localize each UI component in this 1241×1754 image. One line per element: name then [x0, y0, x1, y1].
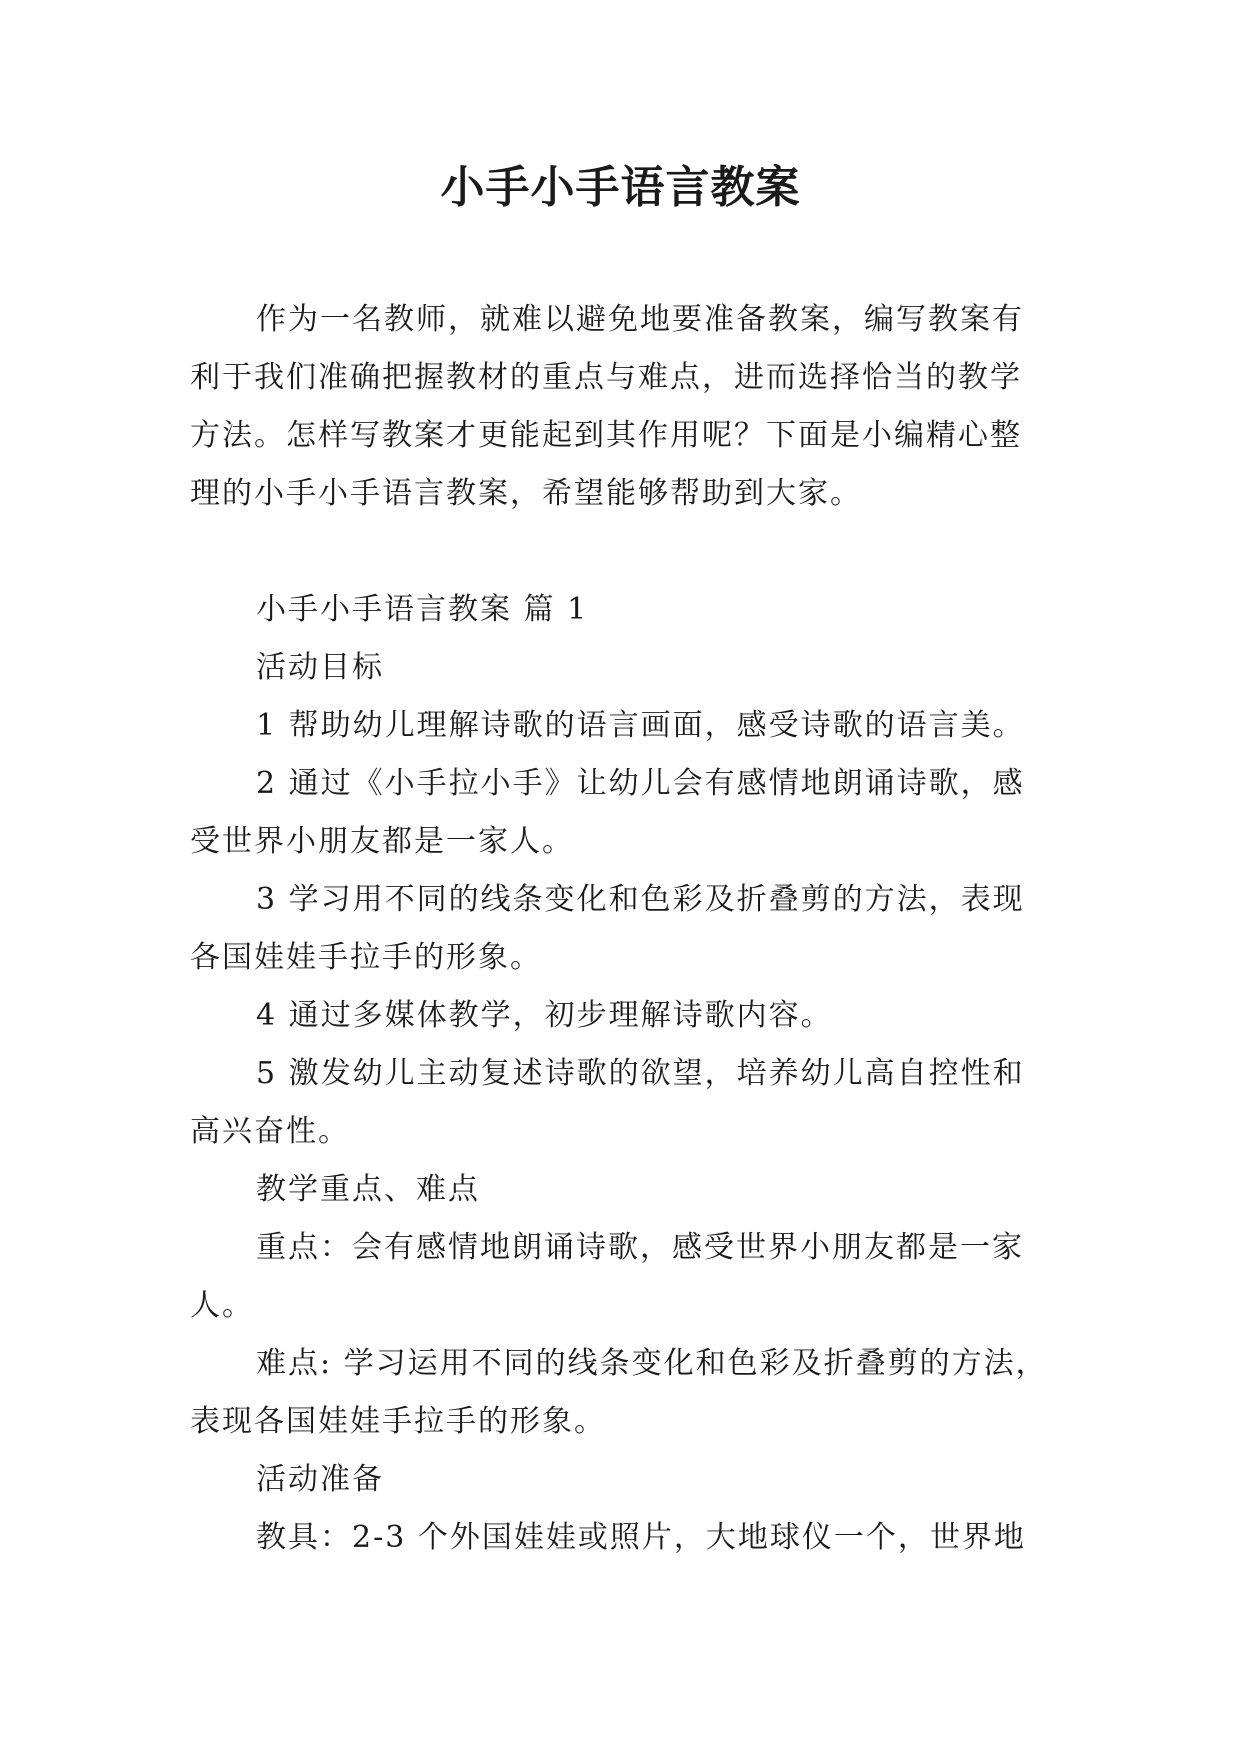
document-body	[190, 291, 1050, 1567]
key-point-continuation: 人。	[190, 1288, 254, 1323]
difficulty-item: 难点: 学习运用不同的线条变化和色彩及折叠剪的方法，	[256, 1346, 1048, 1381]
key-point-item: 重点：会有感情地朗诵诗歌，感受世界小朋友都是一家	[256, 1230, 1024, 1265]
intro-paragraph-line: 作为一名教师，就难以避免地要准备教案，编写教案有	[256, 302, 1024, 337]
goal-item: 3 学习用不同的线条变化和色彩及折叠剪的方法，表现	[256, 882, 1025, 917]
goal-item-continuation: 受世界小朋友都是一家人。	[190, 824, 574, 859]
subheading-activity-goals: 活动目标	[256, 650, 384, 685]
paragraph-spacer	[190, 523, 1050, 581]
difficulty-continuation: 表现各国娃娃手拉手的形象。	[190, 1404, 606, 1439]
goal-item-continuation: 各国娃娃手拉手的形象。	[190, 940, 542, 975]
section-heading: 小手小手语言教案 篇 1	[256, 592, 589, 627]
preparation-item: 教具：2-3 个外国娃娃或照片，大地球仪一个，世界地	[256, 1520, 1026, 1555]
goal-item: 5 激发幼儿主动复述诗歌的欲望，培养幼儿高自控性和	[256, 1056, 1025, 1091]
goal-item: 2 通过《小手拉小手》让幼儿会有感情地朗诵诗歌，感	[256, 766, 1025, 801]
goal-item-continuation: 高兴奋性。	[190, 1114, 350, 1149]
goal-item: 1 帮助幼儿理解诗歌的语言画面，感受诗歌的语言美。	[256, 708, 1025, 743]
subheading-key-points: 教学重点、难点	[256, 1172, 480, 1207]
goal-item: 4 通过多媒体教学，初步理解诗歌内容。	[256, 998, 833, 1033]
intro-paragraph-line: 方法。怎样写教案才更能起到其作用呢？下面是小编精心整	[190, 418, 1022, 453]
document-title: 小手小手语言教案	[440, 162, 801, 213]
intro-paragraph-line: 利于我们准确把握教材的重点与难点，进而选择恰当的教学	[190, 360, 1022, 395]
subheading-preparation: 活动准备	[256, 1462, 384, 1497]
intro-paragraph-line: 理的小手小手语言教案，希望能够帮助到大家。	[190, 476, 862, 511]
